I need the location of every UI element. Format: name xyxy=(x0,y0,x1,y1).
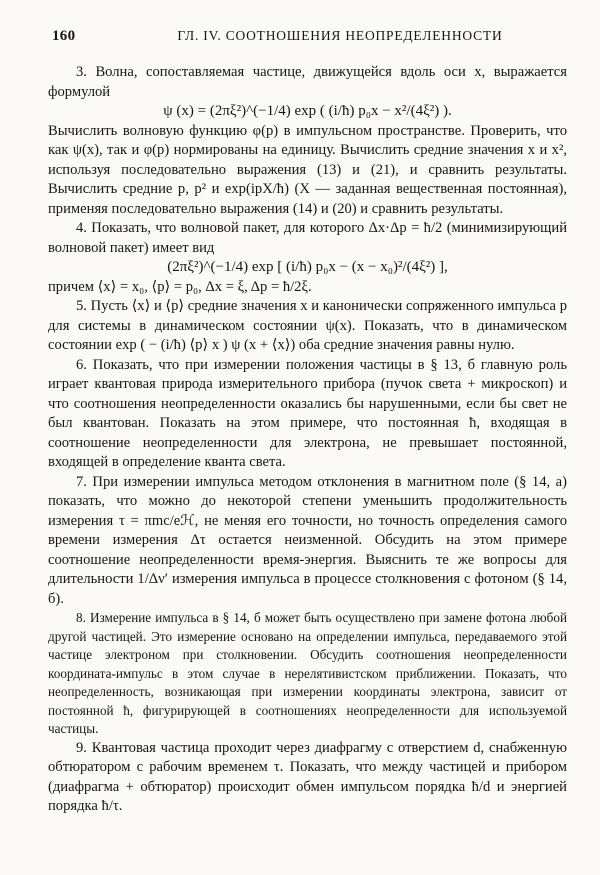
problem-7-text: 7. При измерении импульса методом отклонения в магнитном поле (§ 14, а) показать, что можно до некоторой степени уменьшить продолжительность измерения τ = πmc/eℋ, не меняя его точности, но точность определения самого времени измерения Δτ остается неизменной. Обсудить на этом примере соотношение неопределенности время-энергия. Выяснить те же вопросы для длительности 1/Δν′ измерения импульса в процессе столкновения с фотоном (§ 14, б). xyxy=(48,473,567,607)
problem-3-text: Вычислить волновую функцию φ(p) в импульсном пространстве. Проверить, что как ψ(x), так и φ(p) нормированы на единицу. Вычислить средние значения x и x², используя последовательно выражения (13) и (21), и сравнить результаты. Вычислить средние p, p² и exp(ipX/ħ) (X — заданная вещественная постоянная), применяя последовательно выражения (14) и (20) и сравнить результаты. xyxy=(48,122,567,217)
problem-4-formula: (2πξ²)^(−1/4) exp [ (i/ħ) p₀x − (x − x₀)²/(4ξ²) ], xyxy=(167,259,448,275)
page-body xyxy=(48,63,567,817)
running-title: ГЛ. IV. СООТНОШЕНИЯ НЕОПРЕДЕЛЕННОСТИ xyxy=(177,28,503,43)
problem-3-formula: ψ (x) = (2πξ²)^(−1/4) exp ( (i/ħ) p₀x − x²/(4ξ²) ). xyxy=(163,103,452,119)
problem-6-text: 6. Показать, что при измерении положения частицы в § 13, б главную роль играет квантовая природа измерительного прибора (пучок света + микроскоп) и что соотношения неопределенности оказались бы нарушенными, если бы свет не был квантован. Показать на этом примере, что постоянная ħ, входящая в соотношение неопределенности для электрона, не превышает постоянной, входящей в определение кванта света. xyxy=(48,356,567,470)
problem-3-intro: 3. Волна, сопоставляемая частице, движущейся вдоль оси x, выражается формулой xyxy=(48,64,567,100)
problem-4-intro: 4. Показать, что волновой пакет, для которого Δx·Δp = ħ/2 (минимизирующий волновой пакет) имеет вид xyxy=(48,220,567,256)
page-number: 160 xyxy=(52,28,76,44)
problem-8-text: 8. Измерение импульса в § 14, б может быть осуществлено при замене фотона любой другой частицей. Это измерение основано на определении импульса, передаваемого этой частице электроном при столкновении. Обсудить соотношения неопределенности координата-импульс в этом случае в нерелятивистском приближении. Показать, что неопределенность, возникающая при измерении координаты электрона, зависит от постоянной ħ, фигурирующей в соотношениях неопределенности для используемой частицы. xyxy=(48,610,567,736)
problem-5-text: 5. Пусть ⟨x⟩ и ⟨p⟩ средние значения x и канонически сопряженного импульса p для системы в динамическом состоянии ψ(x). Показать, что в динамическом состоянии exp ( − (i/ħ) ⟨p⟩ x ) ψ (x + ⟨x⟩) оба средние значения равны нулю. xyxy=(48,298,567,353)
problem-4-text: причем ⟨x⟩ = x₀, ⟨p⟩ = p₀, Δx = ξ, Δp = ħ/2ξ. xyxy=(48,278,312,295)
page-header xyxy=(52,28,556,45)
problem-9-text: 9. Квантовая частица проходит через диафрагму с отверстием d, снабженную обтюратором с рабочим временем τ. Показать, что между частицей и прибором (диафрагма + обтюратор) происходит обмен импульсом порядка ħ/d и энергией порядка ħ/τ. xyxy=(48,739,567,814)
